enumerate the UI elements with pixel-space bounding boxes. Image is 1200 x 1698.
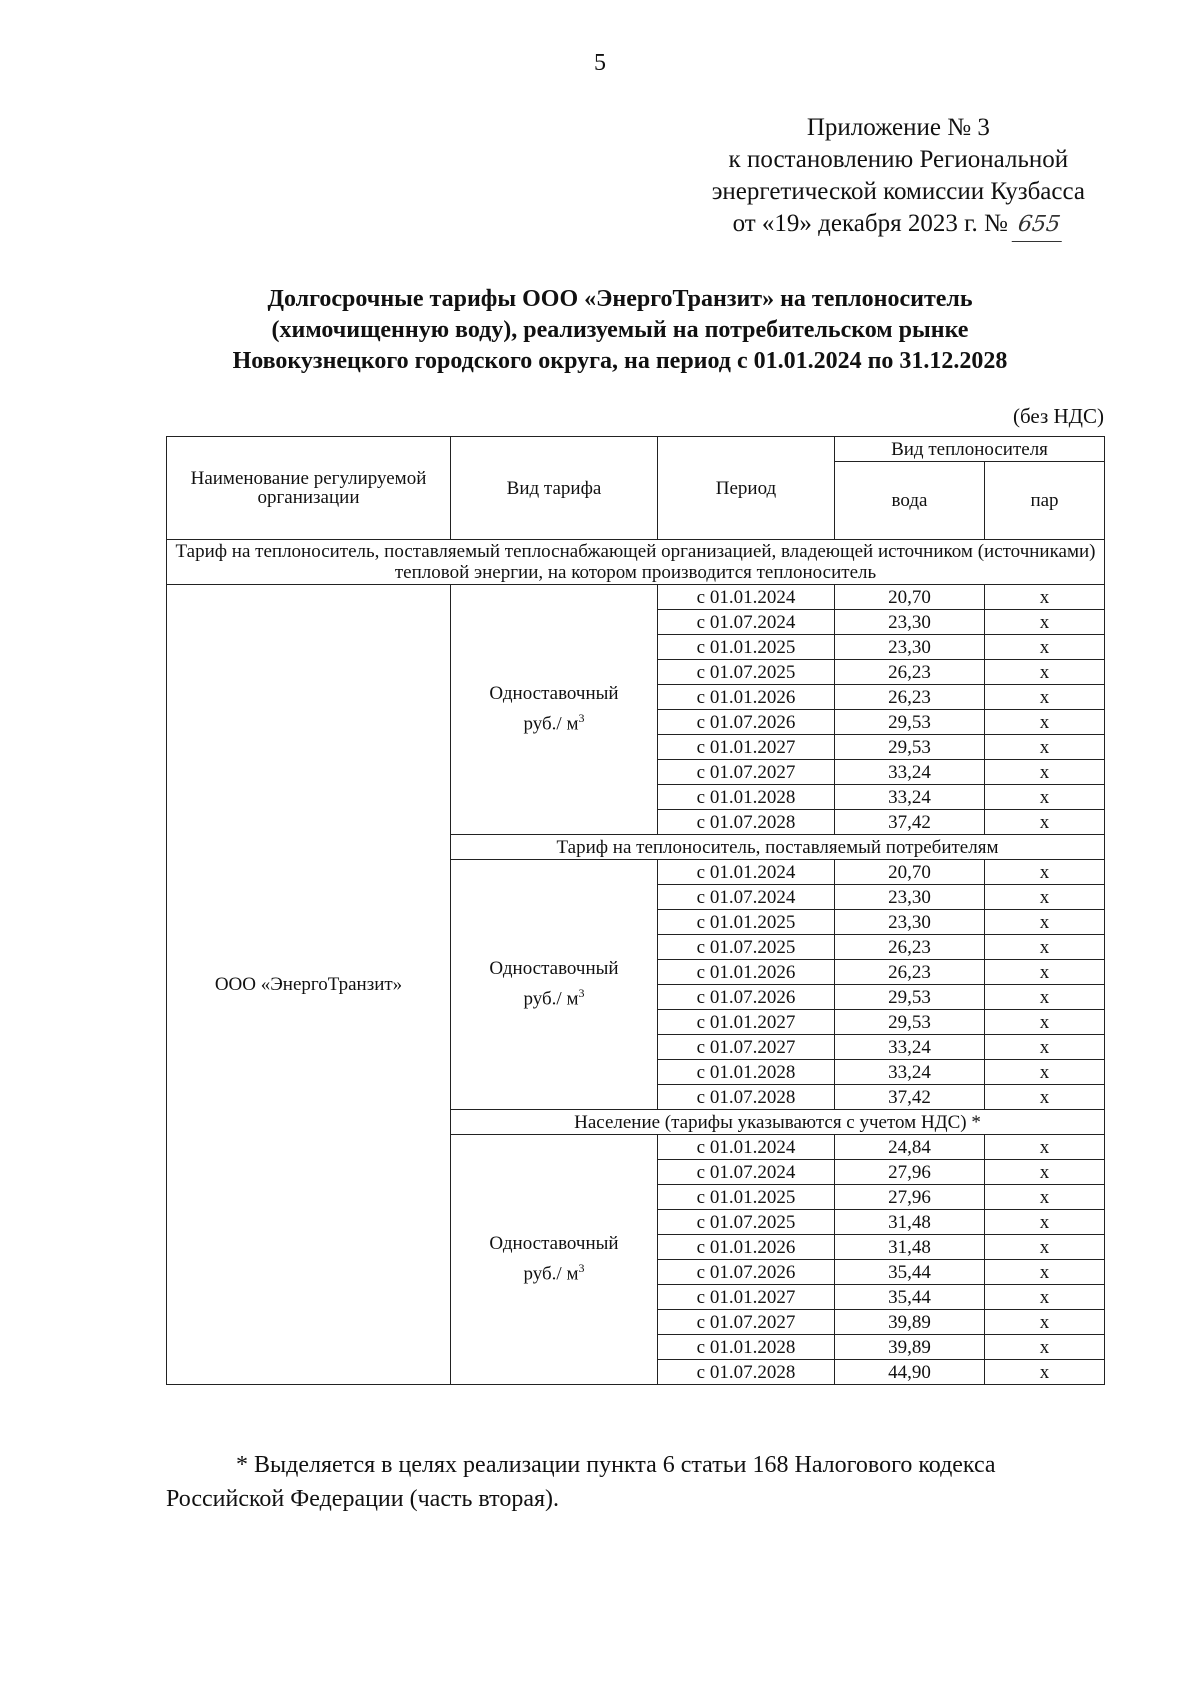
header-row-top	[167, 437, 1105, 462]
steam-value-cell: х	[985, 985, 1105, 1010]
period-cell: с 01.07.2025	[658, 660, 835, 685]
period-cell: с 01.01.2027	[658, 735, 835, 760]
period-cell: с 01.07.2024	[658, 610, 835, 635]
section-title-row	[167, 540, 1105, 585]
period-cell: с 01.07.2024	[658, 1160, 835, 1185]
period-cell: с 01.07.2027	[658, 1035, 835, 1060]
water-value-cell: 26,23	[835, 685, 985, 710]
footnote: * Выделяется в целях реализации пункта 6 статьи 168 Налогового кодекса Российской Федерации (часть вторая).	[166, 1452, 996, 1512]
header-tariff-type: Вид тарифа	[451, 437, 658, 540]
water-value-cell: 24,84	[835, 1135, 985, 1160]
steam-value-cell: х	[985, 910, 1105, 935]
period-cell: с 01.01.2027	[658, 1010, 835, 1035]
water-value-cell: 37,42	[835, 810, 985, 835]
period-cell: с 01.01.2027	[658, 1285, 835, 1310]
steam-value-cell: х	[985, 785, 1105, 810]
section-title: Тариф на теплоноситель, поставляемый теплоснабжающей организацией, владеющей источником (источниками) тепловой энергии, на котором производится теплоноситель	[167, 540, 1105, 585]
period-cell: с 01.01.2025	[658, 1185, 835, 1210]
appendix-line-2: к постановлению Региональной	[728, 146, 1069, 173]
steam-value-cell: х	[985, 1135, 1105, 1160]
unit-note: (без НДС)	[1012, 404, 1104, 428]
period-cell: с 01.01.2024	[658, 585, 835, 610]
period-cell: с 01.07.2026	[658, 710, 835, 735]
water-value-cell: 39,89	[835, 1310, 985, 1335]
water-value-cell: 37,42	[835, 1085, 985, 1110]
steam-value-cell: х	[985, 1335, 1105, 1360]
water-value-cell: 35,44	[835, 1285, 985, 1310]
steam-value-cell: х	[985, 735, 1105, 760]
water-value-cell: 23,30	[835, 885, 985, 910]
steam-value-cell: х	[985, 1360, 1105, 1385]
water-value-cell: 29,53	[835, 710, 985, 735]
tariff-unit-text: руб./ м	[523, 713, 579, 735]
steam-value-cell: х	[985, 1035, 1105, 1060]
tariff-unit	[451, 706, 657, 736]
steam-value-cell: х	[985, 610, 1105, 635]
tariff-type-label: Одноставочный	[489, 1233, 619, 1255]
appendix-line-3: энергетической комиссии Кузбасса	[711, 178, 1085, 205]
water-value-cell: 23,30	[835, 635, 985, 660]
section-title: Тариф на теплоноситель, поставляемый потребителям	[451, 835, 1105, 860]
title-line-2: (химочищенную воду), реализуемый на потребительском рынке	[271, 317, 969, 343]
steam-value-cell: х	[985, 885, 1105, 910]
steam-value-cell: х	[985, 1085, 1105, 1110]
section-title: Население (тарифы указываются с учетом НДС) *	[451, 1110, 1105, 1135]
water-value-cell: 33,24	[835, 785, 985, 810]
steam-value-cell: х	[985, 1010, 1105, 1035]
period-cell: с 01.07.2026	[658, 1260, 835, 1285]
tariff-type-cell	[451, 1135, 658, 1385]
water-value-cell: 20,70	[835, 860, 985, 885]
header-carrier: Вид теплоносителя	[835, 437, 1105, 462]
period-cell: с 01.07.2027	[658, 760, 835, 785]
tariff-unit	[451, 981, 657, 1011]
tariff-unit-sup: 3	[578, 1261, 585, 1276]
water-value-cell: 33,24	[835, 1035, 985, 1060]
decree-number-handwritten: 655	[1012, 209, 1067, 242]
steam-value-cell: х	[985, 635, 1105, 660]
period-cell: с 01.01.2025	[658, 910, 835, 935]
period-cell: с 01.01.2024	[658, 1135, 835, 1160]
steam-value-cell: х	[985, 935, 1105, 960]
tariff-type-cell	[451, 860, 658, 1110]
steam-value-cell: х	[985, 585, 1105, 610]
steam-value-cell: х	[985, 960, 1105, 985]
steam-value-cell: х	[985, 1210, 1105, 1235]
tariff-unit-sup: 3	[578, 711, 585, 726]
tariff-unit-text: руб./ м	[523, 1263, 579, 1285]
period-cell: с 01.07.2027	[658, 1310, 835, 1335]
tariff-table	[166, 436, 1105, 1385]
tariff-unit	[451, 1256, 657, 1286]
period-cell: с 01.01.2028	[658, 1060, 835, 1085]
tariff-unit-sup: 3	[578, 986, 585, 1001]
period-cell: с 01.01.2028	[658, 1335, 835, 1360]
steam-value-cell: х	[985, 1060, 1105, 1085]
tariff-type-label: Одноставочный	[489, 958, 619, 980]
organization-cell: ООО «ЭнергоТранзит»	[167, 585, 451, 1385]
steam-value-cell: х	[985, 660, 1105, 685]
period-cell: с 01.07.2024	[658, 885, 835, 910]
steam-value-cell: х	[985, 710, 1105, 735]
water-value-cell: 29,53	[835, 735, 985, 760]
period-cell: с 01.01.2026	[658, 685, 835, 710]
steam-value-cell: х	[985, 1310, 1105, 1335]
steam-value-cell: х	[985, 1235, 1105, 1260]
header-steam: пар	[985, 462, 1105, 540]
tariff-type-cell	[451, 585, 658, 835]
appendix-line-1: Приложение № 3	[806, 114, 990, 141]
steam-value-cell: х	[985, 810, 1105, 835]
steam-value-cell: х	[985, 860, 1105, 885]
water-value-cell: 26,23	[835, 960, 985, 985]
document-title	[140, 284, 1100, 377]
period-cell: с 01.07.2028	[658, 1360, 835, 1385]
table-row	[167, 585, 1105, 610]
header-period: Период	[658, 437, 835, 540]
period-cell: с 01.01.2025	[658, 635, 835, 660]
water-value-cell: 20,70	[835, 585, 985, 610]
water-value-cell: 35,44	[835, 1260, 985, 1285]
appendix-header	[712, 112, 1085, 242]
water-value-cell: 39,89	[835, 1335, 985, 1360]
water-value-cell: 29,53	[835, 1010, 985, 1035]
page-number: 5	[594, 50, 606, 76]
steam-value-cell: х	[985, 760, 1105, 785]
water-value-cell: 26,23	[835, 660, 985, 685]
water-value-cell: 23,30	[835, 910, 985, 935]
water-value-cell: 26,23	[835, 935, 985, 960]
period-cell: с 01.07.2025	[658, 1210, 835, 1235]
water-value-cell: 31,48	[835, 1235, 985, 1260]
header-org: Наименование регулируемой организации	[167, 437, 451, 540]
period-cell: с 01.07.2025	[658, 935, 835, 960]
period-cell: с 01.07.2026	[658, 985, 835, 1010]
title-line-3: Новокузнецкого городского округа, на период с 01.01.2024 по 31.12.2028	[232, 348, 1008, 374]
header-water: вода	[835, 462, 985, 540]
water-value-cell: 27,96	[835, 1160, 985, 1185]
period-cell: с 01.07.2028	[658, 1085, 835, 1110]
steam-value-cell: х	[985, 1285, 1105, 1310]
period-cell: с 01.01.2026	[658, 960, 835, 985]
steam-value-cell: х	[985, 1260, 1105, 1285]
water-value-cell: 44,90	[835, 1360, 985, 1385]
period-cell: с 01.01.2028	[658, 785, 835, 810]
water-value-cell: 27,96	[835, 1185, 985, 1210]
period-cell: с 01.07.2028	[658, 810, 835, 835]
water-value-cell: 23,30	[835, 610, 985, 635]
period-cell: с 01.01.2026	[658, 1235, 835, 1260]
water-value-cell: 29,53	[835, 985, 985, 1010]
tariff-unit-text: руб./ м	[523, 988, 579, 1010]
appendix-line-4	[712, 208, 1085, 242]
water-value-cell: 31,48	[835, 1210, 985, 1235]
tariff-type-label: Одноставочный	[489, 683, 619, 705]
appendix-date-prefix: от «19» декабря 2023 г. №	[732, 210, 1008, 237]
water-value-cell: 33,24	[835, 760, 985, 785]
steam-value-cell: х	[985, 1185, 1105, 1210]
water-value-cell: 33,24	[835, 1060, 985, 1085]
steam-value-cell: х	[985, 1160, 1105, 1185]
title-line-1: Долгосрочные тарифы ООО «ЭнергоТранзит» на теплоноситель	[267, 286, 973, 312]
steam-value-cell: х	[985, 685, 1105, 710]
period-cell: с 01.01.2024	[658, 860, 835, 885]
